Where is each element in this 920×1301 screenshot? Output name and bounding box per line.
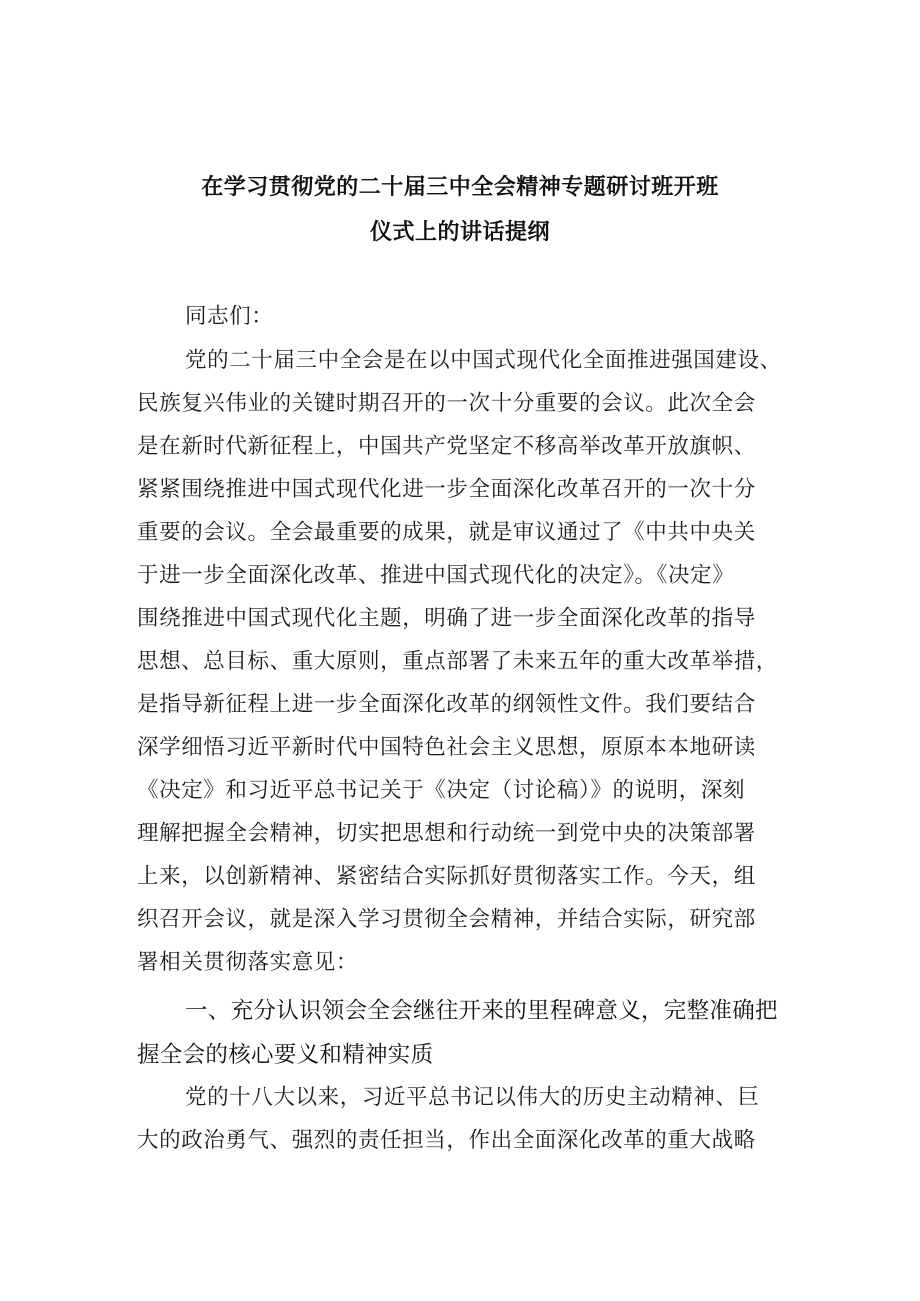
paragraph-line: 思想、总目标、重大原则，重点部署了未来五年的重大改革举措，: [137, 649, 778, 674]
document-title-line-1: 在学习贯彻党的二十届三中全会精神专题研讨班开班: [201, 175, 719, 200]
paragraph-line: 是在新时代新征程上，中国共产党坚定不移高举改革开放旗帜、: [137, 434, 756, 459]
section-heading-line-1: 一、充分认识领会全会继往开来的里程碑意义，完整准确把: [185, 998, 778, 1024]
paragraph-line: 党的十八大以来，习近平总书记以伟大的历史主动精神、巨: [185, 1085, 760, 1110]
paragraph-line: 于进一步全面深化改革、推进中国式现代化的决定》。《决定》: [137, 563, 735, 588]
salutation: 同志们：: [185, 304, 274, 329]
section-heading-line-2: 握全会的核心要义和精神实质: [137, 1042, 434, 1068]
paragraph-line: 大的政治勇气、强烈的责任担当，作出全面深化改革的重大战略: [137, 1128, 756, 1153]
document-title-line-2: 仪式上的讲话提纲: [369, 220, 550, 245]
paragraph-line: 深学细悟习近平新时代中国特色社会主义思想，原原本本地研读: [137, 735, 756, 760]
paragraph-line: 理解把握全会精神，切实把思想和行动统一到党中央的决策部署: [137, 821, 756, 846]
paragraph-line: 紧紧围绕推进中国式现代化进一步全面深化改革召开的一次十分: [137, 477, 756, 502]
paragraph-line: 上来，以创新精神、紧密结合实际抓好贯彻落实工作。今天，组: [137, 864, 756, 889]
paragraph-line: 《决定》和习近平总书记关于《决定（讨论稿）》的说明，深刻: [137, 778, 746, 803]
paragraph-line: 民族复兴伟业的关键时期召开的一次十分重要的会议。此次全会: [137, 391, 756, 416]
paragraph-line: 织召开会议，就是深入学习贯彻全会精神，并结合实际，研究部: [137, 907, 756, 932]
paragraph-line: 重要的会议。全会最重要的成果，就是审议通过了《中共中央关: [137, 520, 756, 545]
paragraph-line: 党的二十届三中全会是在以中国式现代化全面推进强国建设、: [185, 348, 782, 373]
paragraph-line: 署相关贯彻落实意见：: [137, 950, 359, 975]
paragraph-line: 是指导新征程上进一步全面深化改革的纲领性文件。我们要结合: [137, 692, 756, 717]
paragraph-line: 围绕推进中国式现代化主题，明确了进一步全面深化改革的指导: [137, 606, 756, 631]
